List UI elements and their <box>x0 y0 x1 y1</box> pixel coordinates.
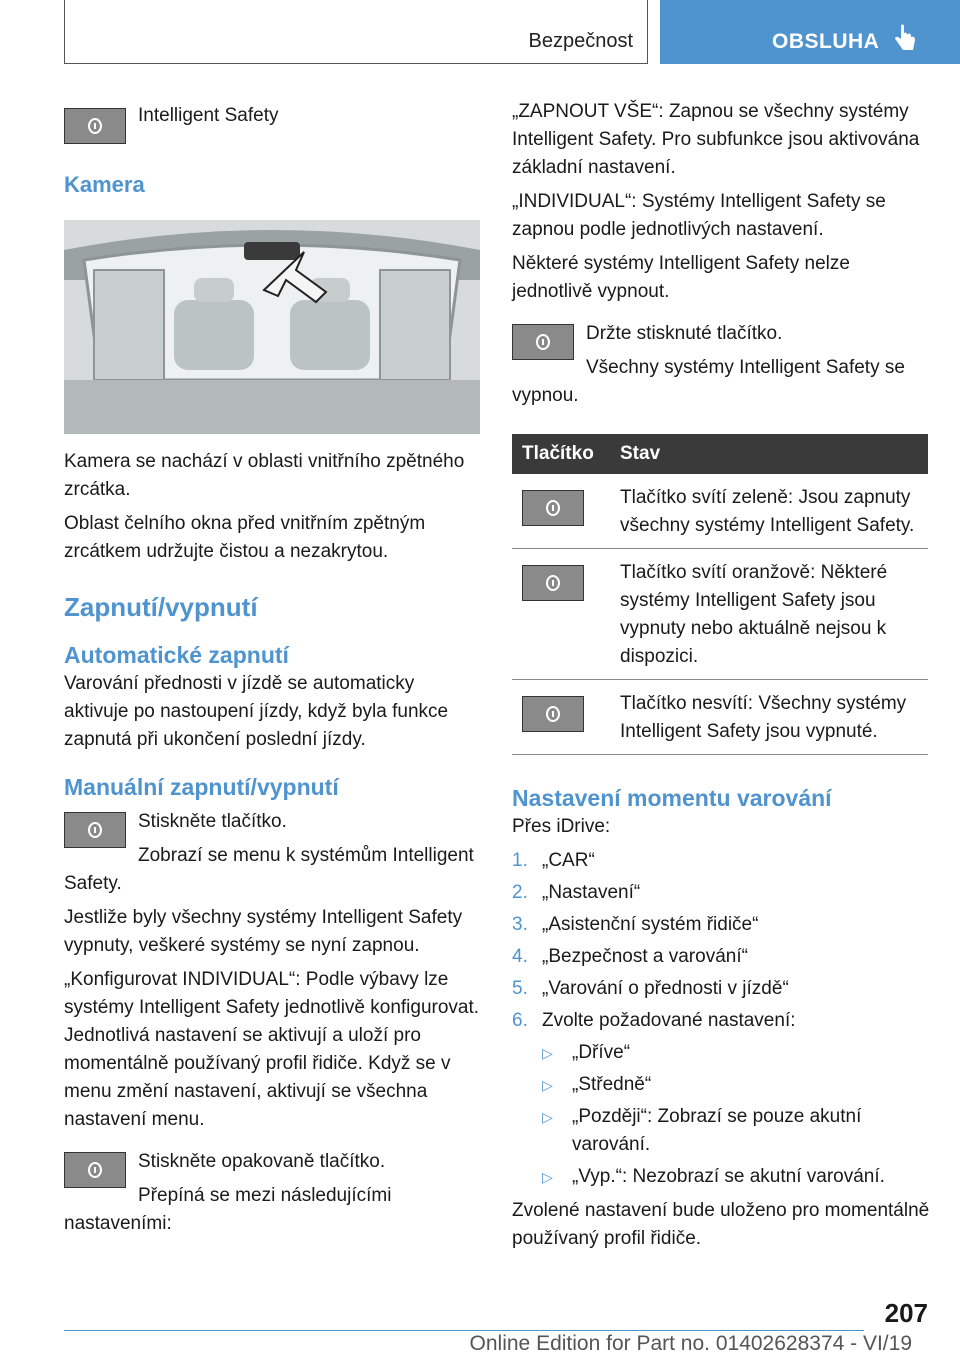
table-header-state: Stav <box>610 434 928 474</box>
manual-paragraph-2: „Konfigurovat INDIVIDUAL“: Podle výbavy lze systémy Intelligent Safety jednotlivě konfigurovat. Jednotlivá nastavení se aktivují a uloží pro momentálně používaný profil řidiče. Když se v menu změní nastavení, aktivují se všechna nastavení menu. <box>64 969 480 1130</box>
table-row <box>512 549 928 680</box>
manual-step-2: Zobrazí se menu k systémům Intelligent Safety. <box>64 845 474 894</box>
left-column <box>64 98 482 1244</box>
table-cell-state: Tlačítko nesvítí: Všechny systémy Intelligent Safety jsou vypnuté. <box>610 680 928 755</box>
list-item: 5. „Varování o přednosti v jízdě“ <box>512 978 789 999</box>
intro-label: Intelligent Safety <box>138 105 279 126</box>
intelligent-safety-button-icon <box>64 1152 126 1188</box>
button-off-icon <box>522 696 584 732</box>
header-section-box <box>64 0 648 64</box>
list-item: ▷ „Vyp.“: Nezobrazí se akutní varování. <box>542 1163 930 1191</box>
intelligent-safety-button-icon <box>64 108 126 144</box>
table-row <box>512 474 928 549</box>
auto-paragraph: Varování přednosti v jízdě se automaticky aktivuje po nastoupení jízdy, když byla funkce zapnutá při ukončení poslední jízdy. <box>64 673 449 750</box>
right-column <box>512 98 930 1259</box>
pointing-hand-icon <box>892 24 918 54</box>
onoff-heading: Zapnutí/vypnutí <box>64 592 258 622</box>
repeat-button-row <box>64 1142 482 1244</box>
list-item: 2. „Nastavení“ <box>512 882 641 903</box>
manual-button-row <box>64 802 482 904</box>
timing-heading: Nastavení momentu varování <box>512 785 832 811</box>
list-item: ▷ „Později“: Zobrazí se pouze akutní varování. <box>542 1103 930 1159</box>
table-row <box>512 680 928 755</box>
button-orange-icon <box>522 565 584 601</box>
manual-paragraph-1: Jestliže byly všechny systémy Intelligent Safety vypnuty, veškeré systémy se nyní zapnou. <box>64 907 463 956</box>
options-list <box>542 1039 930 1191</box>
table-header-button: Tlačítko <box>512 434 610 474</box>
camera-heading: Kamera <box>64 172 145 197</box>
camera-paragraph-1: Kamera se nachází v oblasti vnitřního zpětného zrcátka. <box>64 451 465 500</box>
camera-interior-photo <box>64 220 480 434</box>
closing-paragraph: Zvolené nastavení bude uloženo pro momentálně používaný profil řidiče. <box>512 1200 930 1249</box>
list-item: ▷ „Středně“ <box>542 1071 930 1099</box>
hold-button-row <box>512 314 930 416</box>
steps-list <box>512 847 930 1035</box>
page-number: 207 <box>884 1298 928 1328</box>
list-item: 1. „CAR“ <box>512 850 595 871</box>
camera-paragraph-2: Oblast čelního okna před vnitřním zpětným zrcátkem udržujte čistou a nezakrytou. <box>64 513 426 562</box>
button-state-table <box>512 434 928 755</box>
triangle-bullet-icon: ▷ <box>542 1077 553 1093</box>
hold-step-2: Všechny systémy Intelligent Safety se vypnou. <box>512 357 905 406</box>
via-idrive: Přes iDrive: <box>512 816 611 837</box>
right-paragraph-1: „ZAPNOUT VŠE“: Zapnou se všechny systémy Intelligent Safety. Pro subfunkce jsou aktivována základní nastavení. <box>512 101 920 178</box>
button-green-icon <box>522 490 584 526</box>
table-cell-state: Tlačítko svítí oranžově: Některé systémy Intelligent Safety jsou vypnuty nebo aktuálně nejsou k dispozici. <box>610 549 928 680</box>
auto-heading: Automatické zapnutí <box>64 642 289 668</box>
header-chapter-box <box>660 0 960 64</box>
list-item: 6. Zvolte požadované nastavení: <box>512 1010 796 1031</box>
manual-heading: Manuální zapnutí/vypnutí <box>64 774 339 800</box>
manual-step-1: Stiskněte tlačítko. <box>138 811 287 832</box>
intelligent-safety-button-icon <box>64 812 126 848</box>
list-item: 3. „Asistenční systém řidiče“ <box>512 914 759 935</box>
right-paragraph-3: Některé systémy Intelligent Safety nelze jednotlivě vypnout. <box>512 253 850 302</box>
right-paragraph-2: „INDIVIDUAL“: Systémy Intelligent Safety se zapnou podle jednotlivých nastavení. <box>512 191 886 240</box>
intelligent-safety-button-icon <box>512 324 574 360</box>
triangle-bullet-icon: ▷ <box>542 1109 553 1125</box>
triangle-bullet-icon: ▷ <box>542 1045 553 1061</box>
header-section-title: Bezpečnost <box>528 30 633 52</box>
footer-divider <box>64 1330 864 1331</box>
table-cell-state: Tlačítko svítí zeleně: Jsou zapnuty všechny systémy Intelligent Safety. <box>610 474 928 549</box>
intro-button-row <box>64 98 482 148</box>
header-chapter-title: OBSLUHA <box>772 30 880 53</box>
triangle-bullet-icon: ▷ <box>542 1169 553 1185</box>
list-item: ▷ „Dříve“ <box>542 1039 930 1067</box>
repeat-step-1: Stiskněte opakovaně tlačítko. <box>138 1151 386 1172</box>
hold-step-1: Držte stisknuté tlačítko. <box>586 323 783 344</box>
list-item: 4. „Bezpečnost a varování“ <box>512 946 748 967</box>
repeat-step-2: Přepíná se mezi následujícími nastaveními: <box>64 1185 392 1234</box>
footer-edition: Online Edition for Part no. 01402628374 - VI/19 <box>469 1332 912 1355</box>
